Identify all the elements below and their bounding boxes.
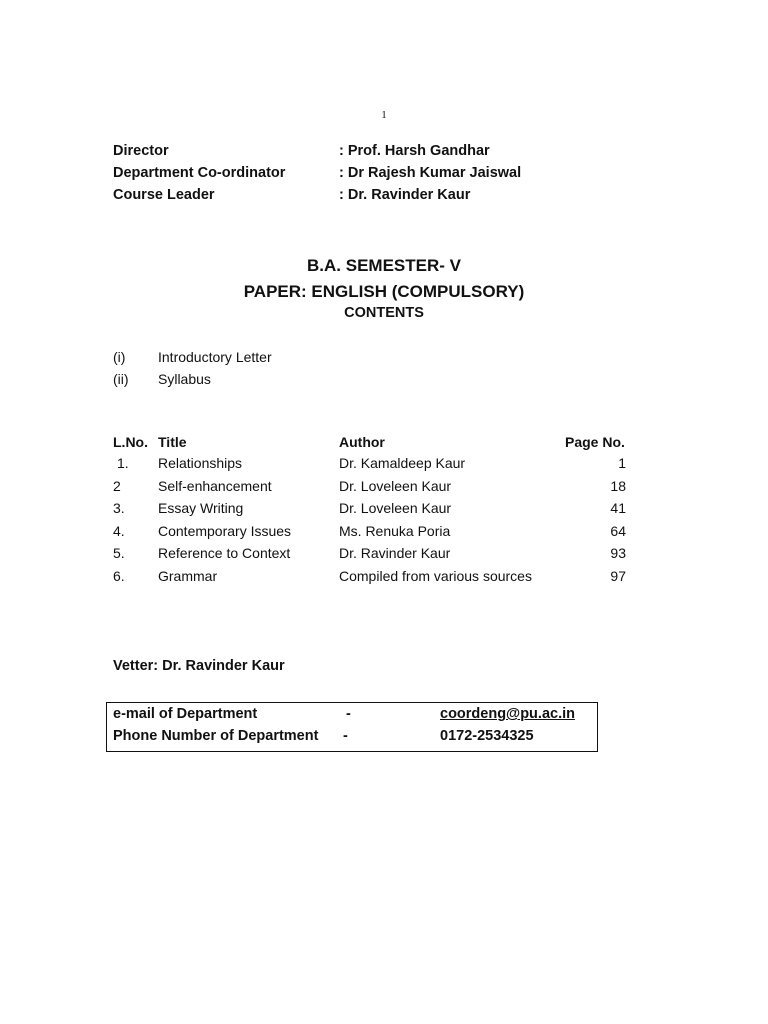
contents-heading: CONTENTS [344, 305, 424, 321]
intro-item-syllabus: Syllabus [158, 371, 211, 387]
phone-label: Phone Number of Department [113, 728, 319, 744]
row-lno: 4. [113, 523, 125, 539]
row-page: 64 [610, 523, 626, 539]
header-author: Author [339, 434, 385, 450]
row-title: Contemporary Issues [158, 523, 292, 539]
paper-heading: PAPER: ENGLISH (COMPULSORY) [243, 282, 525, 301]
intro-item-number: (ii) [113, 371, 129, 387]
row-page: 41 [610, 500, 626, 516]
row-author: Dr. Kamaldeep Kaur [339, 455, 466, 471]
row-page: 97 [610, 568, 626, 584]
email-link[interactable]: coordeng@pu.ac.in [440, 706, 575, 722]
row-lno: 3. [113, 500, 125, 516]
row-lno: 1. [117, 455, 129, 471]
header-lno: L.No. [113, 434, 148, 450]
header-title: Title [158, 434, 187, 450]
row-author: Dr. Loveleen Kaur [339, 500, 452, 516]
row-title: Self-enhancement [158, 478, 272, 494]
semester-heading: B.A. SEMESTER- V [307, 256, 461, 275]
row-page: 93 [610, 545, 626, 561]
intro-item-letter: Introductory Letter [158, 349, 272, 365]
row-lno: 5. [113, 545, 125, 561]
intro-item-number: (i) [113, 349, 126, 365]
staff-name-coordinator: : Dr Rajesh Kumar Jaiswal [339, 165, 522, 181]
phone-separator: - [343, 728, 348, 744]
page-number: 1 [381, 109, 387, 121]
row-author: Dr. Ravinder Kaur [339, 545, 451, 561]
staff-role-course-leader: Course Leader [113, 187, 215, 203]
row-page: 18 [610, 478, 626, 494]
vetter-line: Vetter: Dr. Ravinder Kaur [113, 658, 285, 674]
email-label: e-mail of Department [113, 706, 258, 722]
header-page: Page No. [565, 434, 625, 450]
row-title: Reference to Context [158, 545, 291, 561]
row-lno: 2 [113, 478, 121, 494]
staff-name-course-leader: : Dr. Ravinder Kaur [339, 187, 471, 203]
row-title: Relationships [158, 455, 243, 471]
staff-name-director: : Prof. Harsh Gandhar [339, 143, 490, 159]
row-author: Dr. Loveleen Kaur [339, 478, 452, 494]
row-title: Essay Writing [158, 500, 244, 516]
email-separator: - [346, 706, 351, 722]
row-lno: 6. [113, 568, 125, 584]
row-author: Compiled from various sources [339, 568, 532, 584]
row-title: Grammar [158, 568, 218, 584]
phone-value: 0172-2534325 [440, 728, 534, 744]
row-page: 1 [618, 455, 626, 471]
staff-role-director: Director [113, 143, 169, 159]
row-author: Ms. Renuka Poria [339, 523, 451, 539]
staff-role-coordinator: Department Co-ordinator [113, 165, 286, 181]
